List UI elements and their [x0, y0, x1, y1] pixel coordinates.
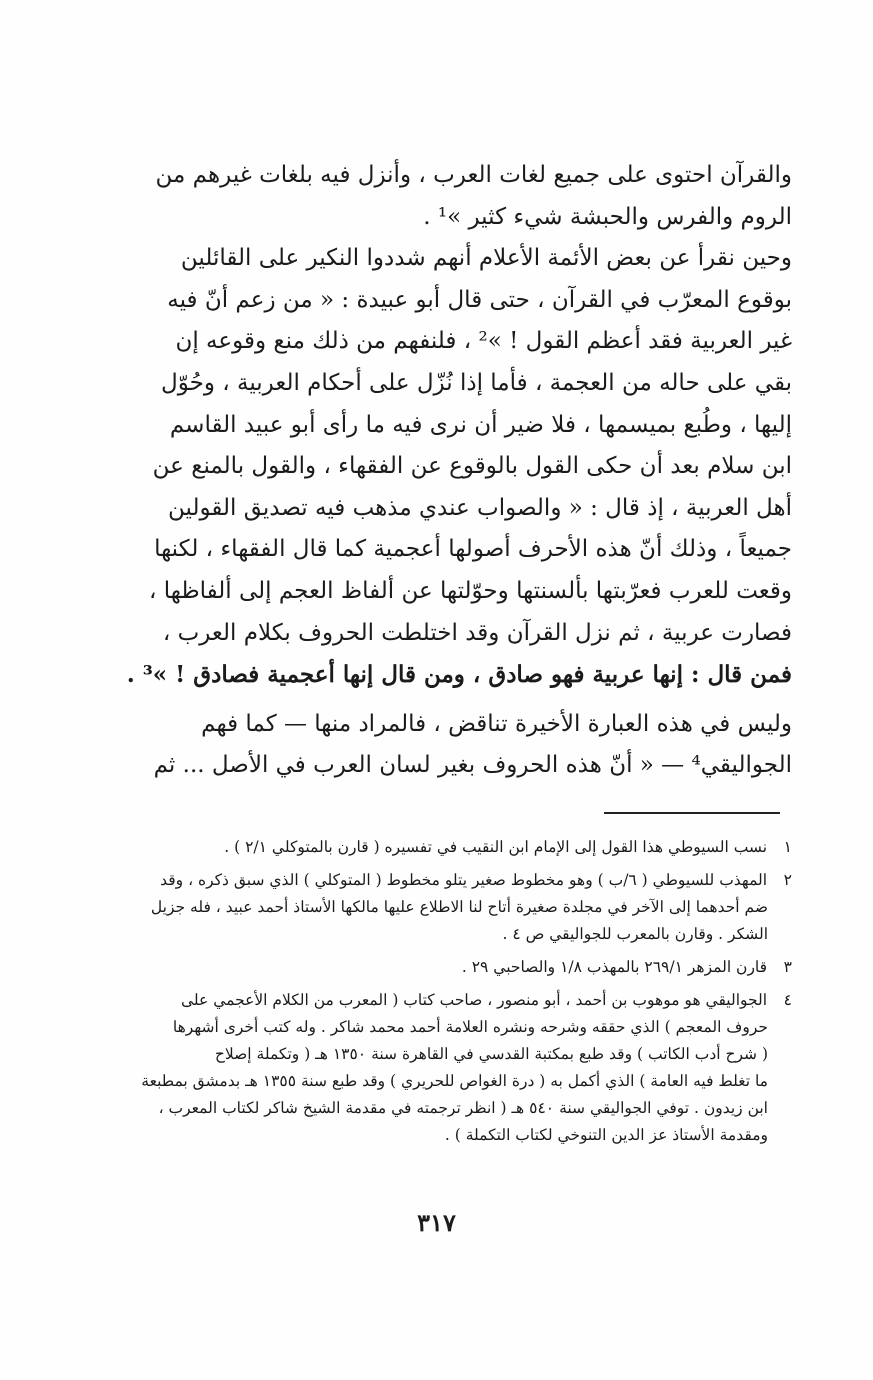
text-line: بقي على حاله من العجمة ، فأما إذا نُزّل على أحكام العربية ، وحُوّل: [161, 369, 792, 396]
footnote-number: ٤: [783, 991, 792, 1009]
footnote: [112, 987, 792, 1149]
paragraph: [112, 155, 792, 238]
footnotes: [112, 834, 792, 1155]
paragraph: [112, 704, 792, 787]
text-line: إليها ، وطُبع بميسمها ، فلا ضير أن نرى فيه ما رأى أبو عبيد القاسم: [169, 411, 792, 438]
bold-quote-line: فمن قال : إنها عربية فهو صادق ، ومن قال إنها أعجمية فصادق ! »³ .: [126, 661, 792, 689]
footnote: [112, 867, 792, 948]
footnote-line: ضم أحدهما إلى الآخر في مجلدة صغيرة أتاح لنا الاطلاع عليها مالكها الأستاذ أحمد عبيد ، فله جزيل: [150, 898, 768, 916]
text-line: ابن سلام بعد أن حكى القول بالوقوع عن الفقهاء ، والقول بالمنع عن: [152, 453, 792, 480]
footnote-line: [112, 834, 792, 861]
text-line: وقعت للعرب فعرّبتها بألسنتها وحوّلتها عن ألفاظ العجم إلى ألفاظها ،: [148, 577, 792, 604]
text-line: جميعاً ، وذلك أنّ هذه الأحرف أصولها أعجمية كما قال الفقهاء ، لكنها: [154, 536, 792, 563]
text-line: الروم والفرس والحبشة شيء كثير »¹ .: [423, 203, 792, 230]
text-line: بوقوع المعرّب في القرآن ، حتى قال أبو عبيدة : « من زعم أنّ فيه: [167, 286, 792, 313]
text-line: وليس في هذه العبارة الأخيرة تناقض ، فالمراد منها — كما فهم: [201, 710, 792, 737]
text-line: والقرآن احتوى على جميع لغات العرب ، وأنزل فيه بلغات غيرهم من: [155, 162, 792, 188]
text-line: أهل العربية ، إذ قال : « والصواب عندي مذهب فيه تصديق القولين: [168, 494, 792, 521]
footnote-line: حروف المعجم ) الذي حققه وشرحه ونشره العلامة أحمد محمد شاكر . وله كتب أخرى أشهرها: [172, 1018, 768, 1036]
footnote-text: الجواليقي هو موهوب بن أحمد ، أبو منصور ، صاحب كتاب ( المعرب من الكلام الأعجمي على: [180, 991, 768, 1009]
text-line: الجواليقي⁴ — « أنّ هذه الحروف بغير لسان العرب في الأصل ... ثم: [153, 752, 792, 779]
footnote-divider: [604, 812, 780, 814]
footnote: [112, 954, 792, 981]
footnote-line: [112, 954, 792, 981]
main-text: [112, 155, 792, 787]
footnote-number: ٢: [783, 871, 792, 889]
footnote-text: قارن المزهر ٢٦٩/١ بالمهذب ١/٨ والصاحبي ٢٩ .: [461, 958, 768, 976]
footnote-line: [112, 987, 792, 1014]
footnote-number: ٣: [783, 958, 792, 976]
footnote-line: ( شرح أدب الكاتب ) وقد طبع بمكتبة القدسي في القاهرة سنة ١٣٥٠ هـ ( وتكملة إصلاح: [214, 1045, 768, 1063]
footnote-number: ١: [783, 838, 792, 856]
text-line: غير العربية فقد أعظم القول ! »² ، فلنفهم من ذلك منع وقوعه إن: [175, 328, 792, 355]
page-number: ٣١٧: [417, 1208, 456, 1237]
footnote-line: ابن زيدون . توفي الجواليقي سنة ٥٤٠ هـ ( انظر ترجمته في مقدمة الشيخ شاكر لكتاب المعرب ،: [158, 1099, 768, 1117]
text-line: فصارت عربية ، ثم نزل القرآن وقد اختلطت الحروف بكلام العرب ،: [162, 619, 792, 646]
footnote-line: الشكر . وقارن بالمعرب للجواليقي ص ٤ .: [502, 925, 768, 943]
footnote-line: ومقدمة الأستاذ عز الدين التنوخي لكتاب التكملة ) .: [444, 1126, 768, 1144]
footnote-text: المهذب للسيوطي ( ٦/ب ) وهو مخطوط صغير يتلو مخطوط ( المتوكلي ) الذي سبق ذكره ، وقد: [160, 871, 768, 889]
footnote-line: ما تغلط فيه العامة ) الذي أكمل به ( درة الغواص للحريري ) وقد طبع سنة ١٣٥٥ هـ بدمشق بمطبعة: [141, 1072, 768, 1090]
paragraph: [112, 238, 792, 696]
footnote: [112, 834, 792, 861]
text-line: وحين نقرأ عن بعض الأئمة الأعلام أنهم شددوا النكير على القائلين: [180, 245, 792, 272]
footnote-text: نسب السيوطي هذا القول إلى الإمام ابن النقيب في تفسيره ( قارن بالمتوكلي ٢/١ ) .: [224, 838, 768, 856]
footnote-line: [112, 867, 792, 894]
paragraph-gap: [112, 696, 792, 704]
